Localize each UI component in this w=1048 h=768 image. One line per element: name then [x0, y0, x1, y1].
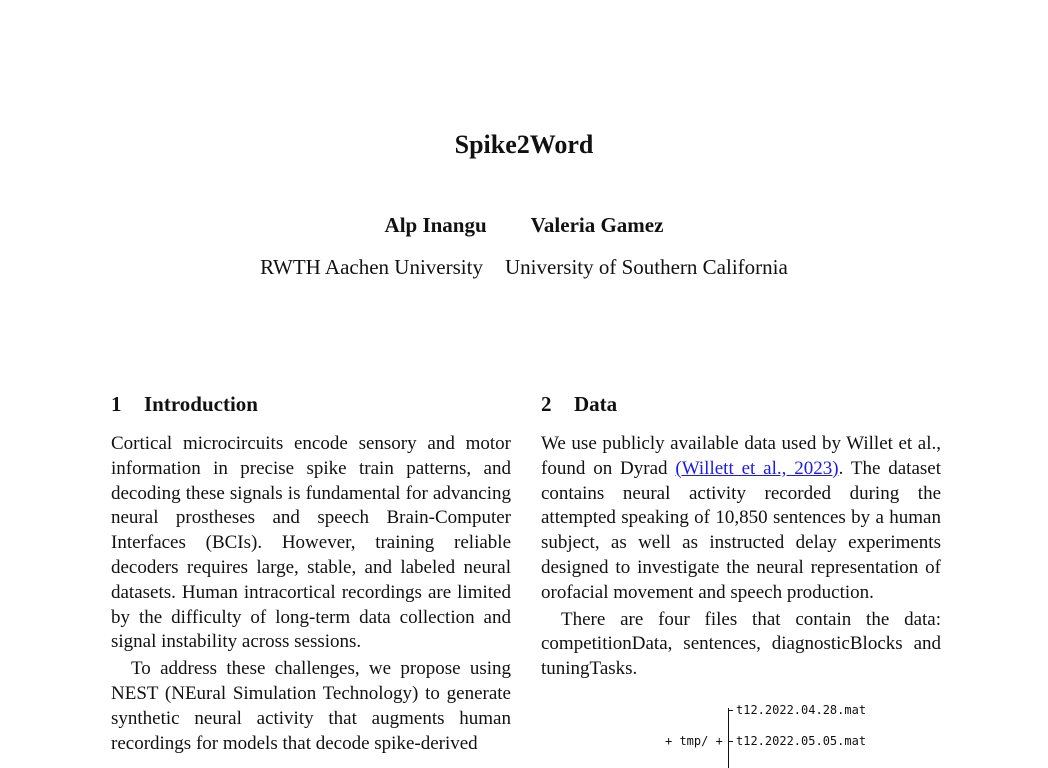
section-heading-introduction: [111, 390, 511, 418]
tree-trunk-line: [728, 708, 729, 768]
left-column: [111, 390, 511, 756]
paragraph-text: We use publicly available data used by Willet et al., found on Dyrad: [541, 433, 941, 479]
section-heading-data: [541, 390, 941, 418]
intro-paragraph-2: To address these challenges, we propose using NEST (NEural Simulation Technology) to generate synthetic neural activity that augments human recordings for models that decode spike-derived: [111, 658, 511, 754]
affiliation-list: [0, 253, 1048, 281]
author-name: Alp Inangu: [384, 213, 487, 237]
author-list: [0, 211, 1048, 239]
tree-file-label: t12.2022.05.05.mat: [736, 734, 867, 748]
author-name: Valeria Gamez: [530, 213, 664, 237]
section-number: 2: [541, 392, 552, 416]
section-title: Data: [574, 392, 618, 416]
citation-link[interactable]: (Willett et al., 2023): [675, 457, 839, 479]
affiliation: University of Southern California: [504, 255, 788, 279]
tree-branch-line: [728, 710, 733, 711]
data-paragraph-1: [541, 432, 941, 606]
tree-file-label: t12.2022.04.28.mat: [736, 703, 867, 717]
affiliation: RWTH Aachen University: [260, 255, 483, 279]
right-column: [541, 390, 941, 682]
section-number: 1: [111, 392, 122, 416]
paragraph-text: . The dataset contains neural activity recorded during the attempted speaking of 10,850 sentences by a human subject, as well as instructed delay experiments designed to investigate the neural representation of orofacial movement and speech production.: [541, 457, 942, 603]
file-tree-figure: [665, 700, 925, 760]
paper-title: Spike2Word: [454, 130, 594, 159]
section-title: Introduction: [144, 392, 258, 416]
intro-paragraph-1: Cortical microcircuits encode sensory and motor information in precise spike train patterns, and decoding these signals is fundamental for advancing neural prostheses and speech Brain-Computer Interfaces (BCIs). However, training reliable decoders requires large, stable, and labeled neural datasets. Human intracortical recordings are limited by the difficulty of long-term data collection and signal instability across sessions.: [111, 433, 511, 653]
tree-root-label: + tmp/ +: [665, 734, 723, 748]
data-paragraph-2: There are four files that contain the data: competitionData, sentences, diagnosticBlocks and tuningTasks.: [541, 608, 941, 680]
